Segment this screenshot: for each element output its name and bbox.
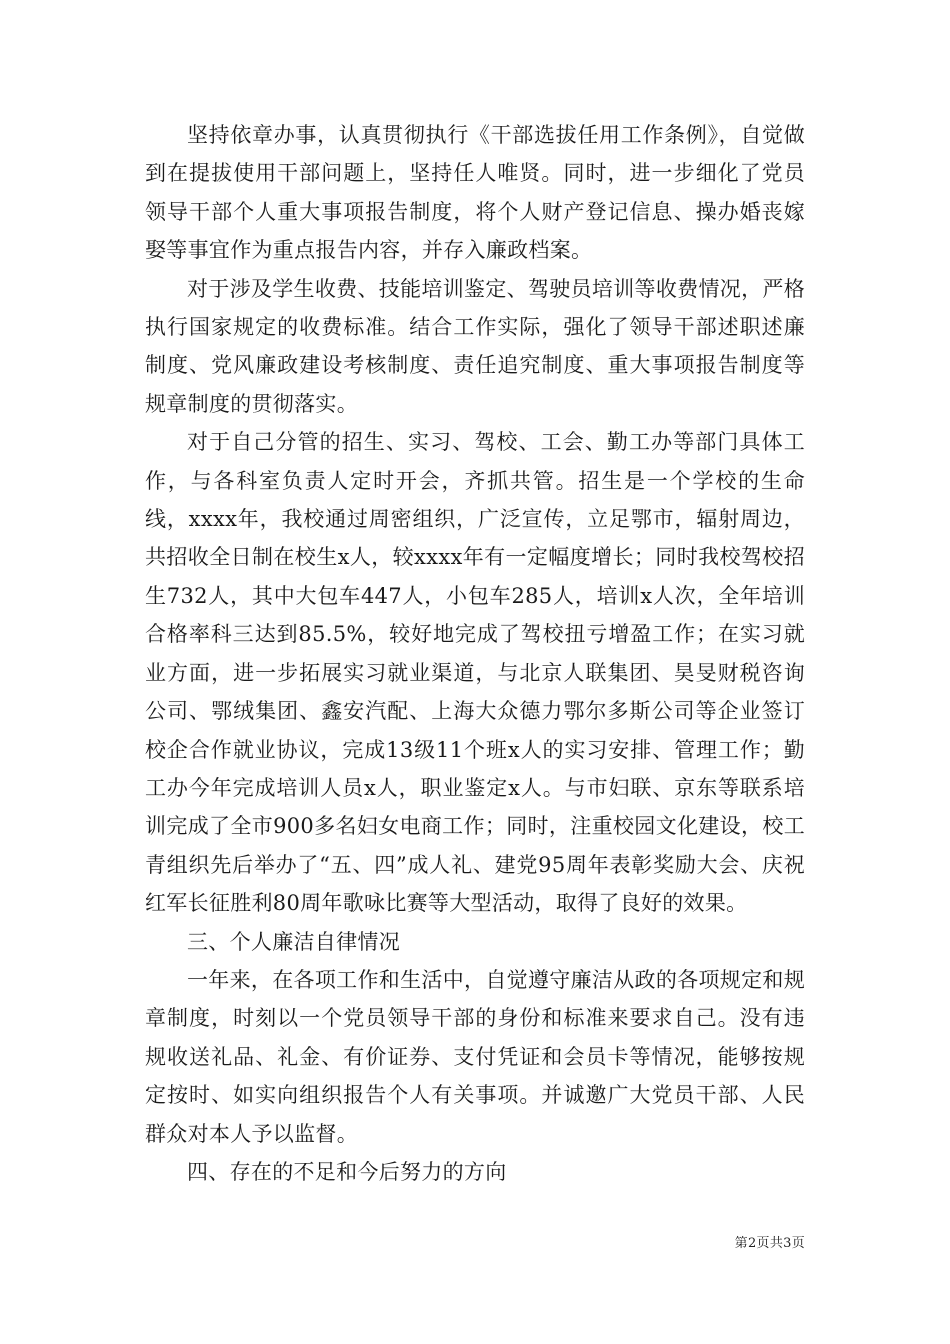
paragraph-cadre-selection: 坚持依章办事，认真贯彻执行《干部选拔任用工作条例》，自觉做到在提拔使用干部问题上，坚持任人唯贤。同时，进一步细化了党员领导干部个人重大事项报告制度，将个人财产登记信息、操办婚丧嫁娶等事宜作为重点报告内容，并存入廉政档案。 [145,123,805,263]
paragraph-managed-work: 对于自己分管的招生、实习、驾校、工会、勤工办等部门具体工作，与各科室负责人定时开会，齐抓共管。招生是一个学校的生命线，xxxx年，我校通过周密组织，广泛宣传，立足鄂市，辐射周边，共招收全日制在校生x人，较xxxx年有一定幅度增长；同时我校驾校招生732人，其中大包车447人，小包车285人，培训x人次，全年培训合格率科三达到85.5%，较好地完成了驾校扭亏增盈工作；在实习就业方面，进一步拓展实习就业渠道，与北京人联集团、昊旻财税咨询公司、鄂绒集团、鑫安汽配、上海大众德力鄂尔多斯公司等企业签订校企合作就业协议，完成13级11个班x人的实习安排、管理工作；勤工办今年完成培训人员x人，职业鉴定x人。与市妇联、京东等联系培训完成了全市900多名妇女电商工作；同时，注重校园文化建设，校工青组织先后举办了“五、四”成人礼、建党95周年表彰奖励大会、庆祝红军长征胜利80周年歌咏比赛等大型活动，取得了良好的效果。 [145,430,805,916]
paragraph-self-discipline: 一年来，在各项工作和生活中，自觉遵守廉洁从政的各项规定和规章制度，时刻以一个党员领导干部的身份和标准来要求自己。没有违规收送礼品、礼金、有价证券、支付凭证和会员卡等情况，能够按规定按时、如实向组织报告个人有关事项。并诚邀广大党员干部、人民群众对本人予以监督。 [145,967,805,1146]
section-heading-shortcomings: 四、存在的不足和今后努力的方向 [187,1159,507,1184]
section-heading-self-discipline: 三、个人廉洁自律情况 [187,929,400,954]
page-number: 第2页共3页 [734,1236,805,1251]
document-body [145,116,805,1191]
paragraph-fee-standards: 对于涉及学生收费、技能培训鉴定、驾驶员培训等收费情况，严格执行国家规定的收费标准。结合工作实际，强化了领导干部述职述廉制度、党风廉政建设考核制度、责任追究制度、重大事项报告制度等规章制度的贯彻落实。 [145,276,805,416]
